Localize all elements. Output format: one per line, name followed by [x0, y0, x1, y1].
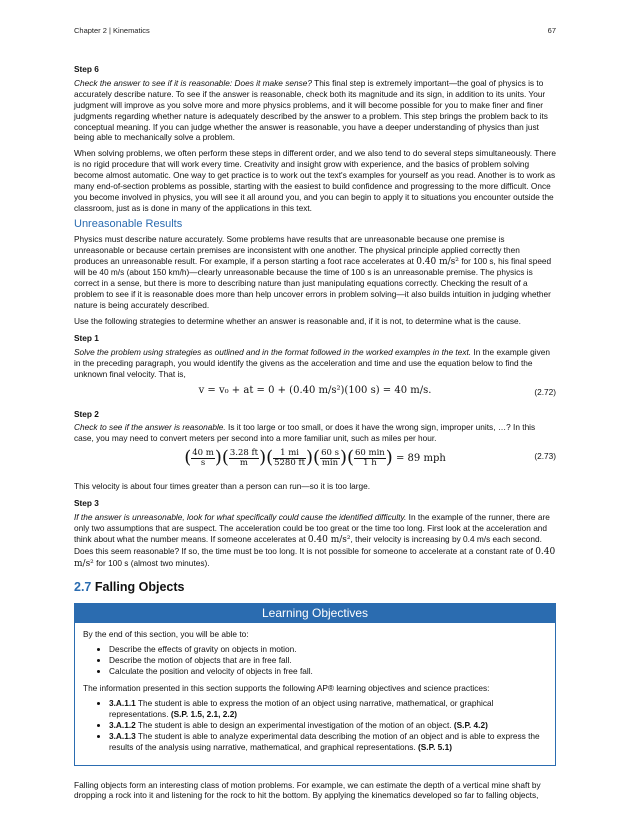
step3-paragraph: If the answer is unreasonable, look for what specifically could cause the identified difficulty. In the example of the runner, there are only two assumptions that are suspect. The acceleration could be too great or the time too long. First look at the acceleration and think about what the number means. If someone accelerates at 0.40 m/s², their velocity is increasing by 0.4 m/s each second. Does this seem reasonable? If so, the time must be too long. It is not possible for someone to accelerate at a constant rate of 0.40 m/s² for 100 s (almost two minutes). [74, 512, 556, 569]
equation-2-72-body: v = v₀ + at = 0 + (0.40 m/s²)(100 s) = 40 m/s. [198, 384, 432, 396]
equation-2-73-number: (2.73) [534, 451, 556, 462]
unreasonable-paragraph: Physics must describe nature accurately. Some problems have results that are unreasonable because one premise is unreasonable or because certain premises are inconsistent with one another. The physical principle applied correctly then produces an unreasonable result. For example, if a person starting a foot race accelerates at 0.40 m/s² for 100 s, his final speed will be 40 m/s (about 150 km/h)—clearly unreasonable because the time of 100 s is an unreasonable premise. The physics is correct in a sense, but there is more to describing nature than just manipulating equations correctly. Checking the result of a problem to see if it is reasonable does more than help uncover errors in problem solving—it also builds intuition in judging whether nature is being accurately described. [74, 233, 552, 311]
step1-label: Step 1 [74, 332, 99, 343]
ap-list [83, 698, 547, 753]
step3-label: Step 3 [74, 498, 99, 509]
objective-item: • Describe the effects of gravity on objects in motion. [109, 644, 547, 655]
page-content [74, 58, 556, 806]
equation-2-73 [74, 449, 556, 475]
page-number: 67 [547, 26, 556, 35]
closing-paragraph: Falling objects form an interesting class of motion problems. For example, we can estimate the depth of a vertical mine shaft by dropping a rock into it and listening for the rock to hit the bottom. By applying the kinematics developed so far to falling objects, [74, 779, 541, 801]
step2-paragraph: Check to see if the answer is reasonable. Is it too large or too small, or does it have the wrong sign, improper units, …? In this case, you may need to convert meters per second into a more familiar unit, such as miles per hour. [74, 422, 536, 444]
chapter-label: Chapter 2 | Kinematics [74, 26, 150, 35]
accel-value: 0.40 m/s² [416, 256, 459, 267]
objectives-intro: By the end of this section, you will be able to: [83, 629, 249, 640]
objective-item: • Describe the motion of objects that are in free fall. [109, 655, 547, 666]
learning-objectives-box [74, 603, 556, 766]
ap-item: • 3.A.1.2 The student is able to design an experimental investigation of the motion of an object. (S.P. 4.2) [109, 720, 547, 731]
step2-label: Step 2 [74, 408, 99, 419]
step6-label: Step 6 [74, 64, 99, 74]
strategy-paragraph: Use the following strategies to determine whether an answer is reasonable and, if it is not, to determine what is the cause. [74, 316, 521, 327]
ap-item: • 3.A.1.3 The student is able to analyze experimental data describing the motion of an object and is able to express the results of the analysis using narrative, mathematical, and graphical representations. (S.P. 5.1) [109, 731, 547, 753]
learning-objectives-title: Learning Objectives [75, 604, 555, 624]
unreasonable-heading: Unreasonable Results [74, 217, 183, 230]
velocity-note: This velocity is about four times greater than a person can run—so it is too large. [74, 481, 371, 492]
objective-item: • Calculate the position and velocity of objects in free fall. [109, 666, 547, 677]
section-heading: 2.7 Falling Objects [74, 579, 185, 594]
step1-paragraph: Solve the problem using strategies as outlined and in the format followed in the worked examples in the text. In the example given in the preceding paragraph, you would identify the givens as the acceleration and time and use the equation below to find the unknown final velocity. That is, [74, 346, 550, 379]
step6-paragraph: Check the answer to see if it is reasonable: Does it make sense? This final step is extremely important—the goal of physics is to accurately describe nature. To see if the answer is reasonable, check both its magnitude and its sign, in addition to its units. Your judgment will improve as you solve more and more physics problems, and it will become possible for you to make finer and finer judgments regarding whether nature is adequately described by the answer to a problem. This step brings the problem back to its conceptual meaning. If you can judge whether the answer is reasonable, you have a deeper understanding of physics than just being able to mechanically solve a problem. [74, 77, 548, 143]
order-paragraph: When solving problems, we often perform these steps in different order, and we also tend to do several steps simultaneously. There is no rigid procedure that will work every time. Creativity and insight grow with experience, and the basics of problem solving become almost automatic. One way to get practice is to work out the text's examples for yourself as you read. Another is to work as many end-of-section problems as possible, starting with the easiest to build confidence and progressing to the more difficult. Once you become involved in physics, you will see it all around you, and you can begin to apply it to situations you encounter outside the classroom, just as is done in many of the applications in this text. [74, 148, 556, 213]
equation-2-72-number: (2.72) [534, 386, 556, 397]
ap-intro: The information presented in this section supports the following AP® learning objectives and science practices: [83, 683, 490, 694]
equation-2-73-body: ( $\frac{40 m}{s}$ )( $\frac{3.28 ft}{m}$ )( $\frac{1 mi}{5280 ft}$ )( $\frac{60 s}{\min}$ )( $\frac{60 \min}{1 h}$ ) = 89 mph [184, 447, 446, 469]
equation-2-72 [74, 385, 556, 403]
page-header [74, 26, 556, 38]
objectives-list [83, 644, 547, 677]
ap-item: • 3.A.1.1 The student is able to express the motion of an object using narrative, mathematical, or graphical representations. (S.P. 1.5, 2.1, 2.2) [109, 698, 547, 720]
